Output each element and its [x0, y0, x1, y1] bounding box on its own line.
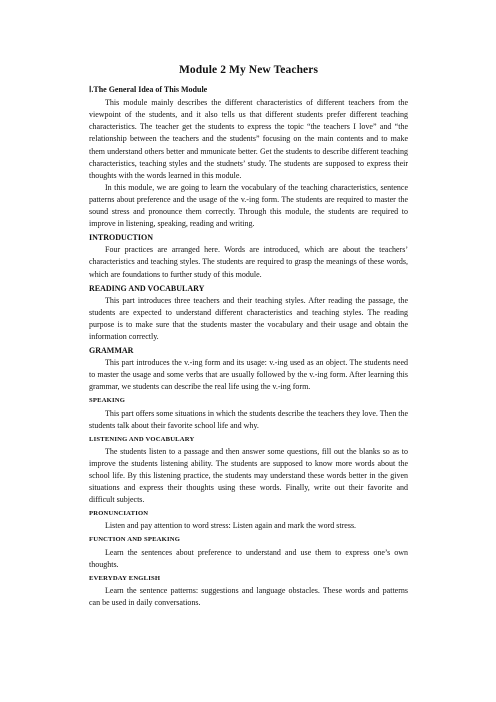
heading-speaking: SPEAKING	[89, 397, 126, 405]
paragraph-reading-vocabulary: This part introduces three teachers and their teaching styles. After reading the passage, the students are expected to understand different characteristics and teaching styles. The reading purpose is to make sure that the students master the vocabulary and their usage and obtain the information correctly.	[89, 295, 408, 341]
paragraph-speaking: This part offers some situations in which the students describe the teachers they love. Then the students talk about their favorite school life and why.	[89, 408, 408, 430]
heading-grammar: GRAMMAR	[89, 346, 134, 356]
general-idea-paragraph-1: This module mainly describes the different characteristics of different teachers from the viewpoint of the students, and it also tells us that different students prefer different teaching characteristics. The teacher get the students to express the topic “the teachers I love” and “the relationship between the teachers and the students” focusing on the main contents and to make them understand others better and mmunicate better. Get the students to describe different teaching characteristics, teaching styles and the studnets’ study. The students are supposed to express their thoughts with the words learned in this module.	[89, 98, 408, 180]
heading-everyday-english: EVERYDAY ENGLISH	[89, 574, 161, 582]
paragraph-listening-vocabulary: The students listen to a passage and then answer some questions, fill out the blanks so as to improve the students listening ability. The students are supposed to know more words about the school life. By this listening practice, the students may understand these words better in the given situations and express their thoughts using these words. Finally, write out their favorite and difficult subjects.	[89, 446, 408, 505]
heading-reading-vocabulary: READING AND VOCABULARY	[89, 283, 205, 293]
section-heading-general-idea: Ⅰ.The General Idea of This Module	[89, 85, 208, 95]
paragraph-everyday-english: Learn the sentence patterns: suggestions and language obstacles. These words and patterns can be used in daily conversations.	[89, 585, 408, 607]
page-title: Module 2 My New Teachers	[178, 64, 319, 76]
document-page	[89, 64, 408, 609]
paragraph-introduction: Four practices are arranged here. Words are introduced, which are about the teachers’ characteristics and teaching styles. The students are required to grasp the meanings of these words, which are foundations to further study of this module.	[89, 245, 408, 279]
heading-listening-vocabulary: LISTENING AND VOCABULARY	[89, 435, 195, 443]
heading-function-speaking: FUNCTION AND SPEAKING	[89, 536, 181, 544]
heading-introduction: INTRODUCTION	[89, 233, 154, 243]
paragraph-grammar: This part introduces the v.-ing form and its usage: v.-ing used as an object. The students need to master the usage and some verbs that are usually followed by the v.-ing form. After learning this grammar, we students can describe the real life using the v.-ing form.	[89, 358, 408, 392]
paragraph-function-speaking: Learn the sentences about preference to understand and use them to express one’s own thoughts.	[89, 547, 408, 569]
general-idea-paragraph-2: In this module, we are going to learn the vocabulary of the teaching characteristics, sentence patterns about preference and the usage of the v.-ing form. The students are required to master the sound stress and pronounce them correctly. Through this module, the students are required to improve in listening, speaking, reading and writing.	[89, 182, 408, 229]
paragraph-pronunciation: Listen and pay attention to word stress: Listen again and mark the word stress.	[105, 521, 357, 531]
heading-pronunciation: PRONUNCIATION	[89, 510, 149, 518]
